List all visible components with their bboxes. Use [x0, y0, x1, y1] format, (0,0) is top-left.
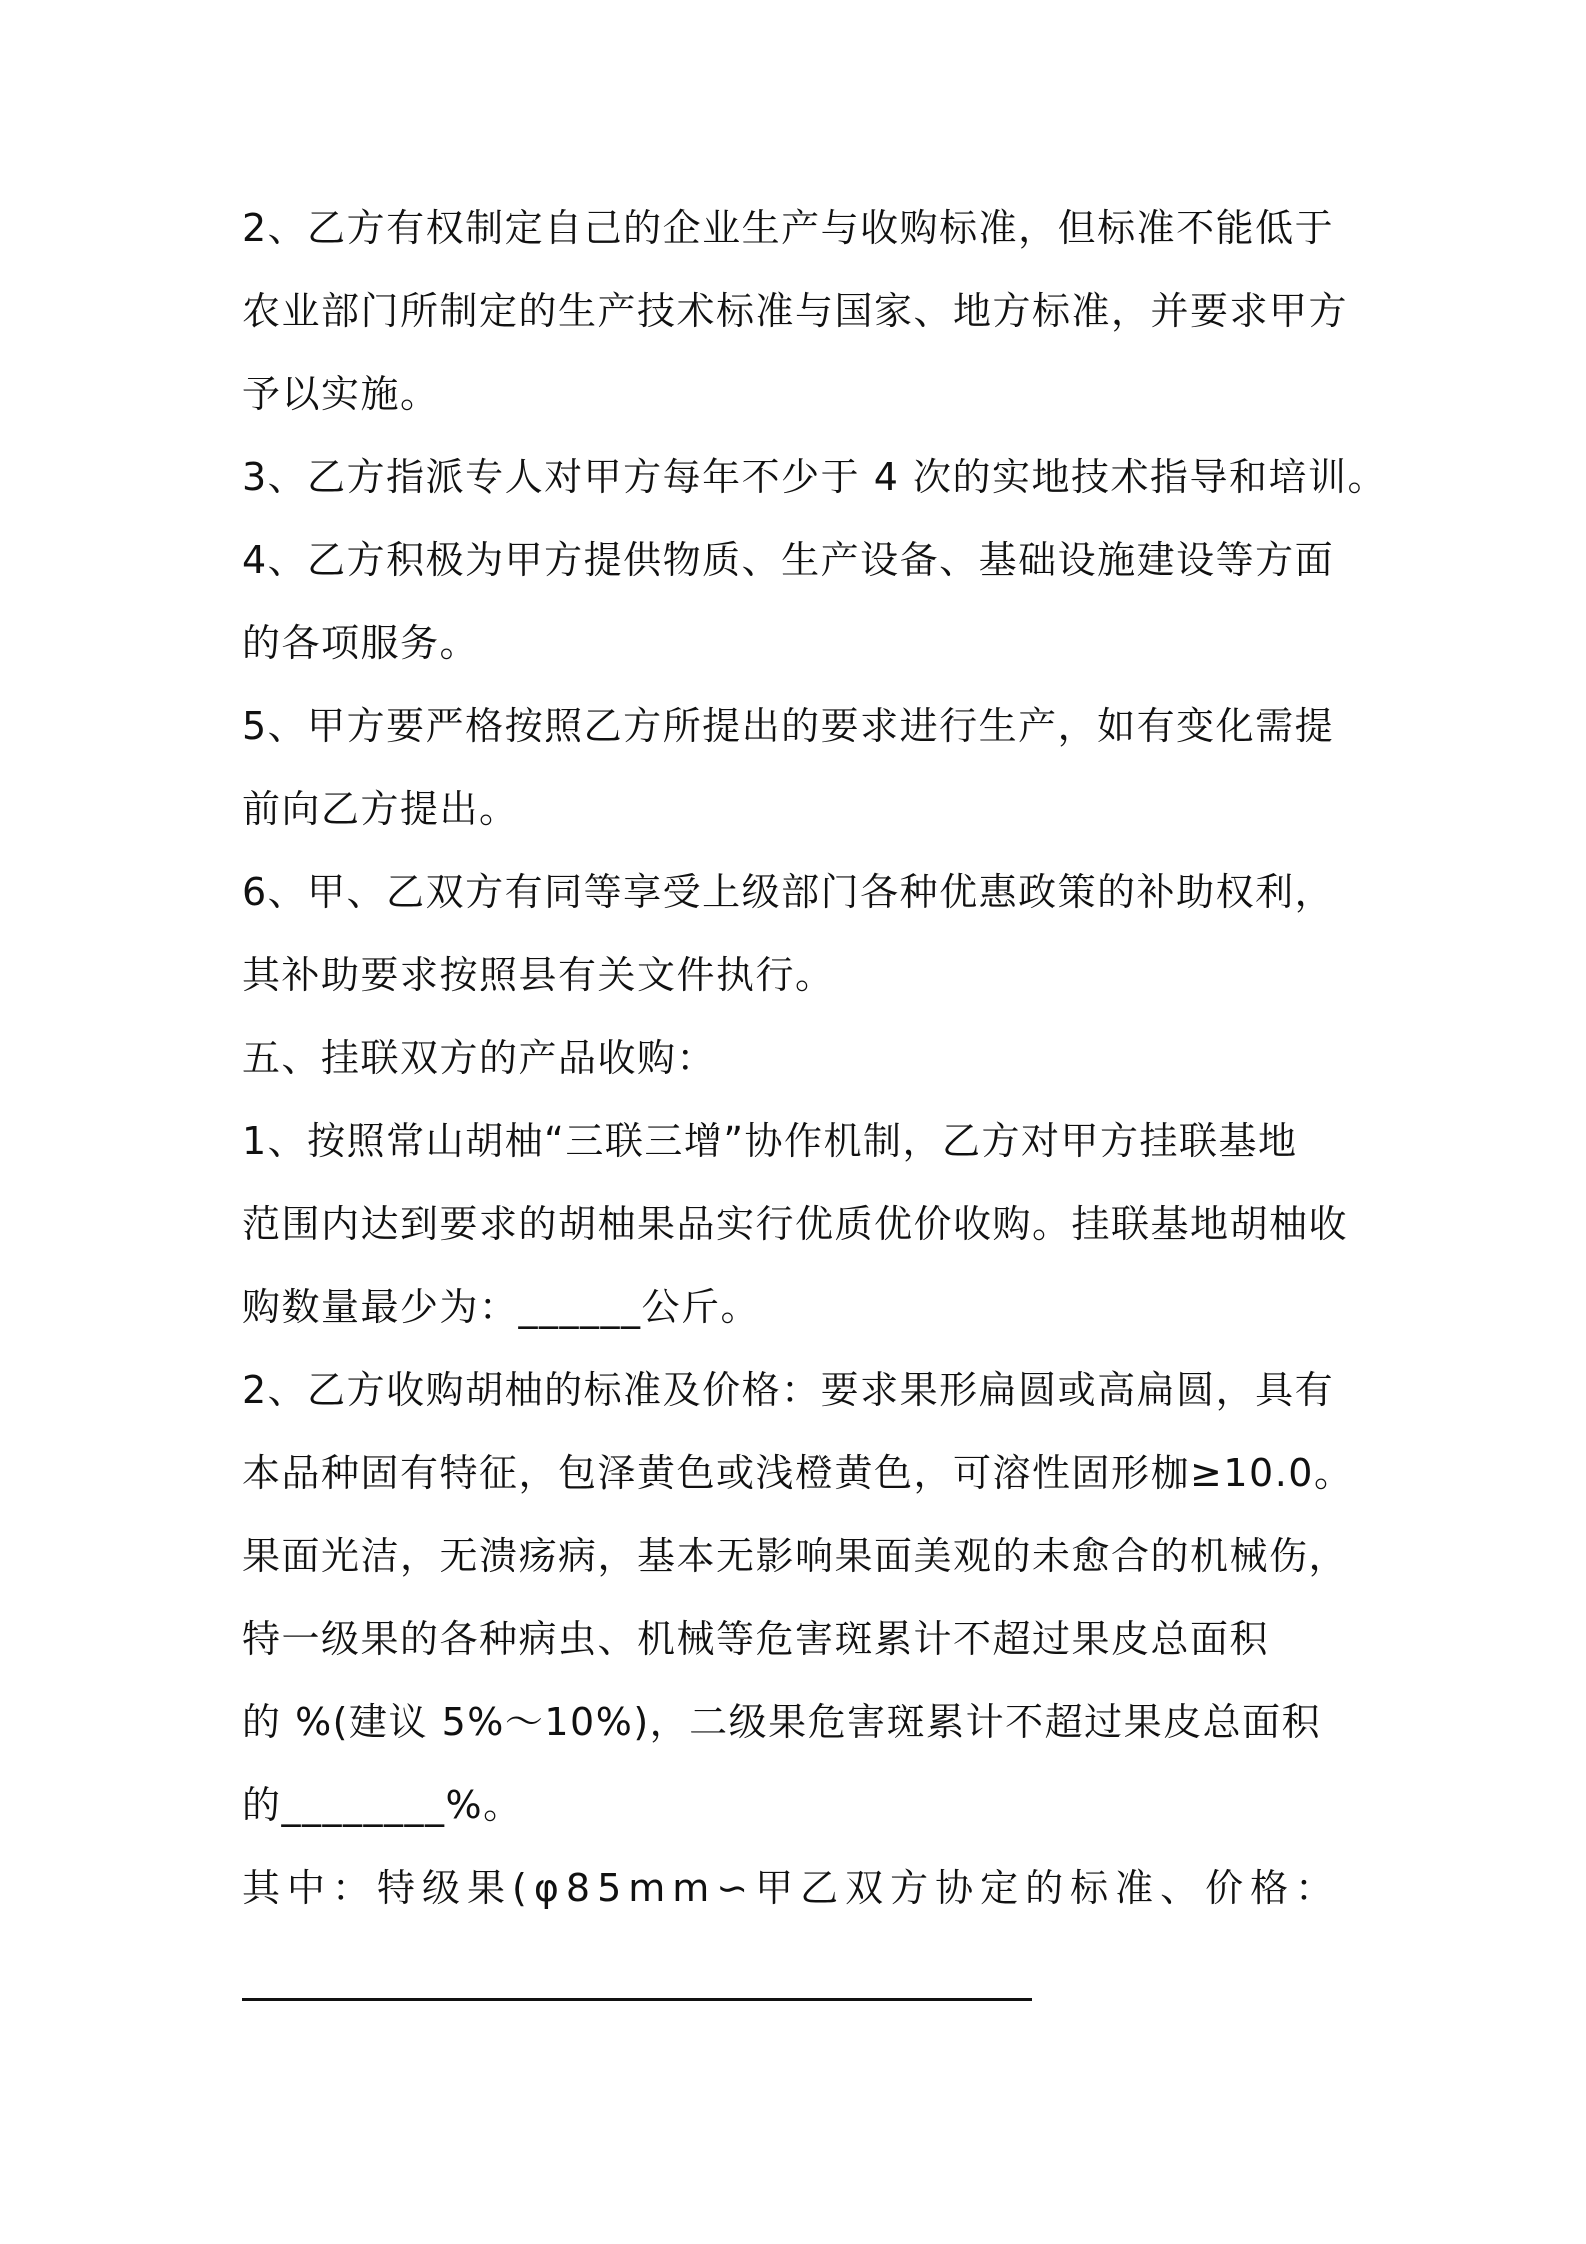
section-five-heading: 五、挂联双方的产品收购：	[242, 1036, 717, 1080]
purchase-clause-2-line-2: 本品种固有特征，包泽黄色或浅橙黄色，可溶性固形枷≥10.0。	[242, 1451, 1354, 1495]
clause-2-line-3: 予以实施。	[242, 372, 440, 416]
clause-2-line-2: 农业部门所制定的生产技术标准与国家、地方标准，并要求甲方	[242, 289, 1349, 333]
purchase-clause-2-line-6: 的________%。	[242, 1783, 523, 1827]
clause-4-line-1: 4、乙方积极为甲方提供物质、生产设备、基础设施建设等方面	[242, 538, 1335, 582]
purchase-clause-2-line-3: 果面光洁，无溃疡病，基本无影响果面美观的未愈合的机械伤，	[242, 1534, 1349, 1578]
clause-6-line-1: 6、甲、乙双方有同等享受上级部门各种优惠政策的补助权利，	[242, 870, 1335, 914]
clause-2-line-1: 2、乙方有权制定自己的企业生产与收购标准，但标准不能低于	[242, 206, 1335, 250]
clause-5-line-1: 5、甲方要严格按照乙方所提出的要求进行生产，如有变化需提	[242, 704, 1335, 748]
grade-standard-line: 其中：特级果(φ85mm∽甲乙双方协定的标准、价格：	[242, 1866, 1341, 1910]
purchase-clause-1-line-2: 范围内达到要求的胡柚果品实行优质优价收购。挂联基地胡柚收	[242, 1202, 1349, 1246]
purchase-clause-2-line-1: 2、乙方收购胡柚的标准及价格：要求果形扁圆或高扁圆，具有	[242, 1368, 1335, 1412]
purchase-clause-2-line-4: 特一级果的各种病虫、机械等危害斑累计不超过果皮总面积	[242, 1617, 1270, 1661]
purchase-clause-1-line-3: 购数量最少为：______公斤。	[242, 1285, 761, 1329]
clause-5-line-2: 前向乙方提出。	[242, 787, 519, 831]
purchase-clause-2-line-5: 的 %(建议 5%～10%)，二级果危害斑累计不超过果皮总面积	[242, 1700, 1322, 1744]
clause-3-line-1: 3、乙方指派专人对甲方每年不少于 4 次的实地技术指导和培训。	[242, 455, 1388, 499]
fill-in-blank-line	[242, 1998, 1032, 2001]
purchase-clause-1-line-1: 1、按照常山胡柚“三联三增”协作机制，乙方对甲方挂联基地	[242, 1119, 1298, 1163]
clause-4-line-2: 的各项服务。	[242, 621, 480, 665]
clause-6-line-2: 其补助要求按照县有关文件执行。	[242, 953, 835, 997]
